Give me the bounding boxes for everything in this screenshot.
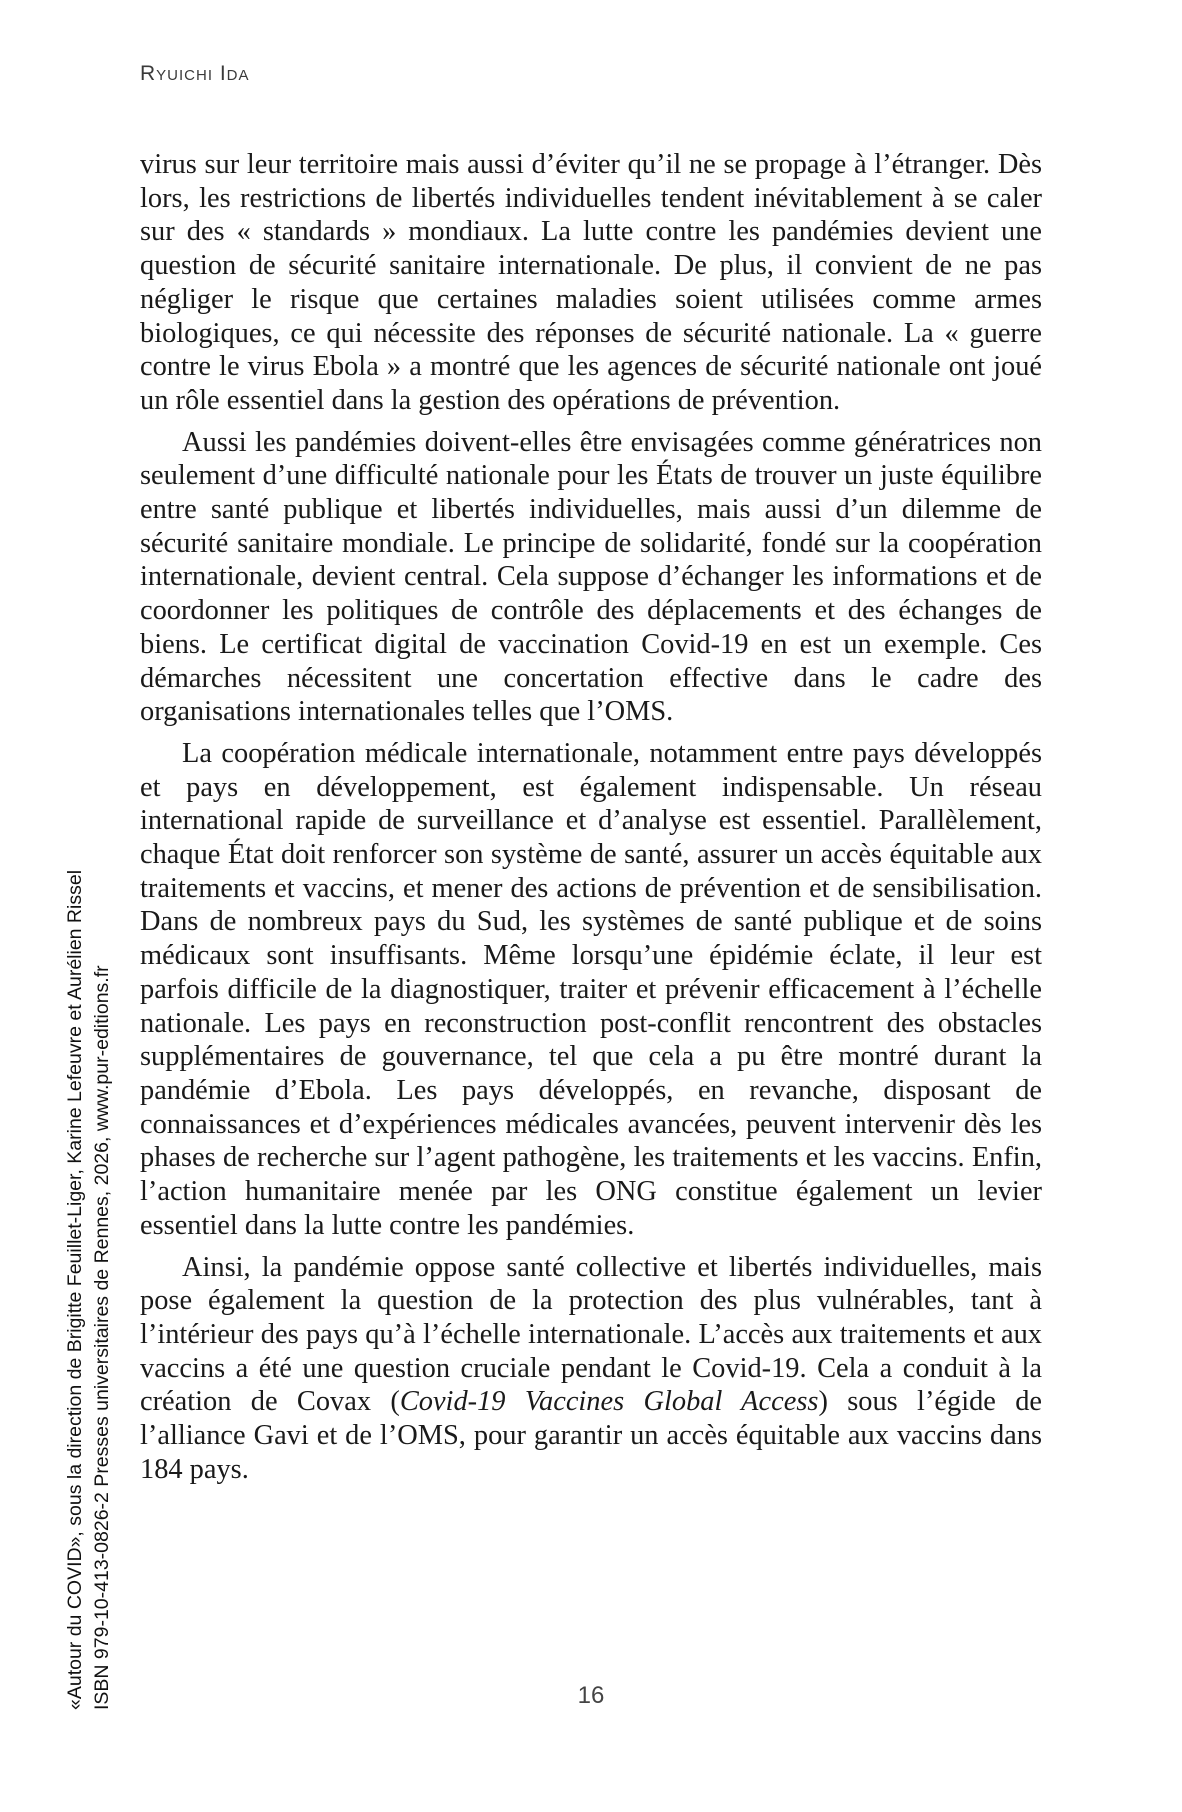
side-note-line-2: ISBN 979-10-413-0826-2 Presses universitaires de Rennes, 2026, www.pur-editions.fr bbox=[91, 965, 113, 1710]
paragraph-3: La coopération médicale internationale, notamment entre pays développés et pays en développement, est également indispensable. Un réseau international rapide de surveillance et d’analyse est essentiel. Parallèlement, chaque État doit renforcer son système de santé, assurer un accès équitable aux traitements et vaccins, et mener des actions de prévention et de sensibilisation. Dans de nombreux pays du Sud, les systèmes de santé publique et de soins médicaux sont insuffisants. Même lorsqu’une épidémie éclate, il leur est parfois difficile de la diagnostiquer, traiter et prévenir efficacement à l’échelle nationale. Les pays en reconstruction post-conflit rencontrent des obstacles supplémentaires de gouvernance, tel que cela a pu être montré durant la pandémie d’Ebola. Les pays développés, en revanche, disposant de connaissances et d’expériences médicales avancées, peuvent intervenir dès les phases de recherche sur l’agent pathogène, les traitements et les vaccins. Enfin, l’action humanitaire menée par les ONG constitue également un levier essentiel dans la lutte contre les pandémies. bbox=[140, 737, 1042, 1241]
paragraph-4-italic-title: Covid-19 Vaccines Global Access bbox=[399, 1386, 819, 1418]
page-number: 16 bbox=[577, 1682, 605, 1709]
paragraph-4 bbox=[140, 1251, 1042, 1487]
paragraph-4-text-before: Ainsi, la pandémie oppose santé collective et libertés individuelles, mais pose également la question de la protection des plus vulnérables, tant à l’intérieur des pays qu’à l’échelle internationale. L’accès aux traitements et aux vaccins a été une question cruciale pendant le Covid-19. Cela a conduit à la création de Covax ( bbox=[140, 1251, 1042, 1418]
paragraph-2: Aussi les pandémies doivent-elles être envisagées comme génératrices non seulement d’une difficulté nationale pour les États de trouver un juste équilibre entre santé publique et libertés individuelles, mais aussi d’un dilemme de sécurité sanitaire mondiale. Le principe de solidarité, fondé sur la coopération internationale, devient central. Cela suppose d’échanger les informations et de coordonner les politiques de contrôle des déplacements et des échanges de biens. Le certificat digital de vaccination Covid-19 en est un exemple. Ces démarches nécessitent une concertation effective dans le cadre des organisations internationales telles que l’OMS. bbox=[140, 426, 1042, 728]
copyright-side-note bbox=[62, 810, 116, 1710]
paragraph-1: virus sur leur territoire mais aussi d’éviter qu’il ne se propage à l’étranger. Dès lors, les restrictions de libertés individuelles tendent inévitablement à se caler sur des « standards » mondiaux. La lutte contre les pandémies devient une question de sécurité sanitaire internationale. De plus, il convient de ne pas négliger le risque que certaines maladies soient utilisées comme armes biologiques, ce qui nécessite des réponses de sécurité nationale. La « guerre contre le virus Ebola » a montré que les agences de sécurité nationale ont joué un rôle essentiel dans la gestion des opérations de prévention. bbox=[140, 149, 1042, 416]
running-head: Ryuichi Ida bbox=[140, 62, 250, 85]
body-text bbox=[140, 148, 1042, 1494]
side-note-line-1: «Autour du COVID», sous la direction de Brigitte Feuillet-Liger, Karine Lefeuvre et Aurélien Rissel bbox=[64, 869, 86, 1710]
paragraph-4-text-after: ) sous l’égide de l’alliance Gavi et de l’OMS, pour garantir un accès équitable aux vaccins dans 184 pays. bbox=[140, 1386, 1043, 1485]
